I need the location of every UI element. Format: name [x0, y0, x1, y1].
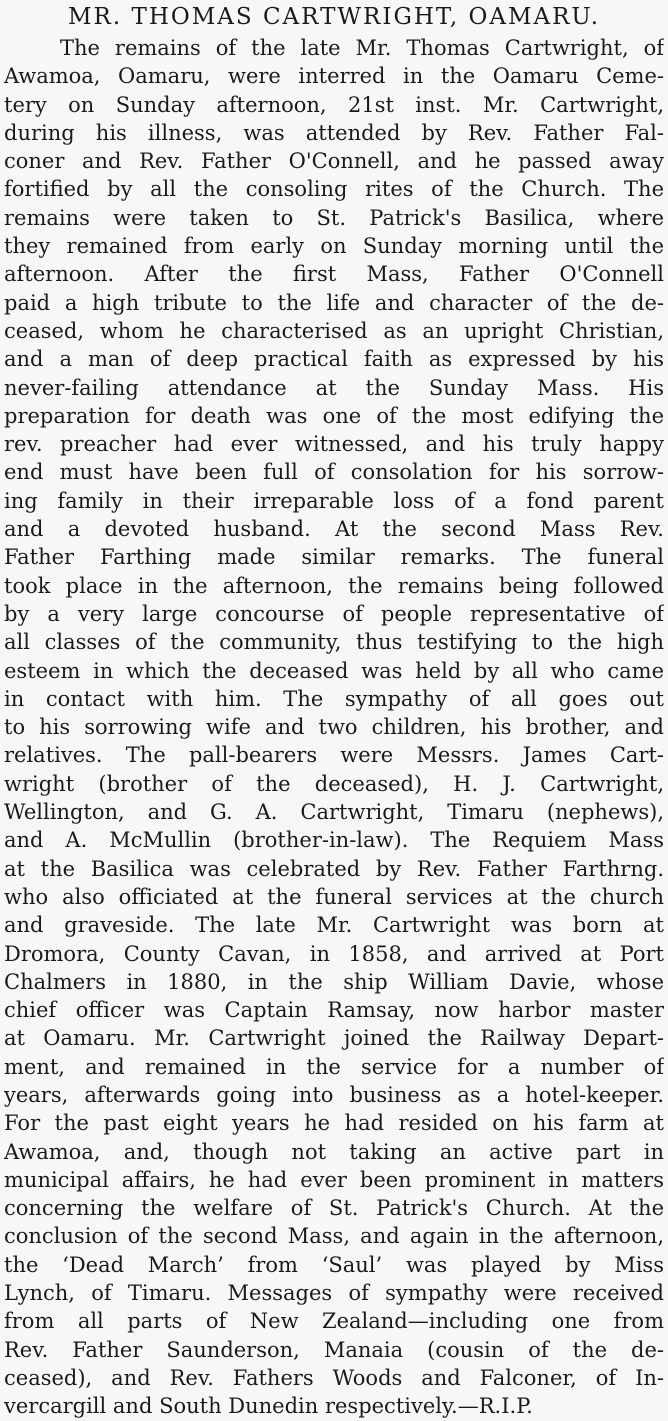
article-line: and a man of deep practical faith as expressed by his: [4, 347, 664, 372]
article-body: [4, 34, 664, 1421]
article-headline: MR. THOMAS CARTWRIGHT, OAMARU.: [67, 4, 601, 30]
article-line: esteem in which the deceased was held by all who came: [4, 658, 664, 683]
article-line: rev. preacher had ever witnessed, and his truly happy: [4, 432, 664, 457]
article-line: ceased, whom he characterised as an upright Christian,: [4, 318, 664, 343]
article-line: fortified by all the consoling rites of the Church. The: [4, 177, 664, 202]
article-line: For the past eight years he had resided on his farm at: [4, 1111, 664, 1136]
article-line: Chalmers in 1880, in the ship William Davie, whose: [4, 969, 664, 994]
article-line: chief officer was Captain Ramsay, now harbor master: [4, 998, 664, 1023]
article-line: at the Basilica was celebrated by Rev. Father Farthrng.: [4, 856, 664, 881]
article-line: who also officiated at the funeral services at the church: [4, 884, 664, 909]
article-line: Lynch, of Timaru. Messages of sympathy were received: [4, 1281, 664, 1306]
article-line: the ‘Dead March’ from ‘Saul’ was played by Miss: [4, 1252, 664, 1277]
article-line: tery on Sunday afternoon, 21st inst. Mr. Cartwright,: [4, 92, 664, 117]
article-line: preparation for death was one of the most edifying the: [4, 403, 664, 428]
article-line: municipal affairs, he had ever been prominent in matters: [4, 1167, 664, 1192]
article-line: ing family in their irreparable loss of a fond parent: [4, 488, 664, 513]
article-line: and A. McMullin (brother-in-law). The Requiem Mass: [4, 828, 664, 853]
article-line: vercargill and South Dunedin respectively.—R.I.P.: [4, 1394, 533, 1419]
article-line: and graveside. The late Mr. Cartwright was born at: [4, 913, 664, 938]
article-line: Rev. Father Saunderson, Manaia (cousin of the de-: [4, 1337, 664, 1362]
article-line: Father Farthing made similar remarks. The funeral: [4, 545, 664, 570]
article-line: to his sorrowing wife and two children, his brother, and: [4, 715, 664, 740]
article-line: afternoon. After the first Mass, Father O'Connell: [4, 262, 664, 287]
article-line: Awamoa, Oamaru, were interred in the Oamaru Ceme-: [4, 64, 664, 89]
article-line: paid a high tribute to the life and character of the de-: [4, 290, 664, 315]
article-line: Dromora, County Cavan, in 1858, and arrived at Port: [4, 941, 664, 966]
article-line: end must have been full of consolation for his sorrow-: [4, 460, 664, 485]
article-line: in contact with him. The sympathy of all goes out: [4, 686, 664, 711]
article-line: concerning the welfare of St. Patrick's Church. At the: [4, 1196, 664, 1221]
article-line: by a very large concourse of people representative of: [4, 601, 664, 626]
article-line: years, afterwards going into business as a hotel-keeper.: [4, 1082, 664, 1107]
article-line: during his illness, was attended by Rev. Father Fal-: [4, 120, 664, 145]
article-line: they remained from early on Sunday morning until the: [4, 234, 664, 259]
article-line: wright (brother of the deceased), H. J. Cartwright,: [4, 771, 664, 796]
article-line: Awamoa, and, though not taking an active part in: [4, 1139, 664, 1164]
article-line: took place in the afternoon, the remains being followed: [4, 573, 664, 598]
article-line: never-failing attendance at the Sunday Mass. His: [4, 375, 664, 400]
article-line: remains were taken to St. Patrick's Basilica, where: [4, 205, 664, 230]
article-line: ment, and remained in the service for a number of: [4, 1054, 664, 1079]
article-line: from all parts of New Zealand—including one from: [4, 1309, 664, 1334]
article-line: ceased), and Rev. Fathers Woods and Falconer, of In-: [4, 1365, 664, 1390]
article-line: conclusion of the second Mass, and again in the afternoon,: [4, 1224, 664, 1249]
article-line: coner and Rev. Father O'Connell, and he passed away: [4, 149, 664, 174]
article-line: relatives. The pall-bearers were Messrs. James Cart-: [4, 743, 664, 768]
article-line: The remains of the late Mr. Thomas Cartwright, of: [60, 36, 664, 60]
article-line: all classes of the community, thus testifying to the high: [4, 630, 664, 655]
article-line: and a devoted husband. At the second Mass Rev.: [4, 517, 664, 542]
article-line: at Oamaru. Mr. Cartwright joined the Railway Depart-: [4, 1026, 664, 1051]
article-line: Wellington, and G. A. Cartwright, Timaru (nephews),: [4, 800, 664, 825]
